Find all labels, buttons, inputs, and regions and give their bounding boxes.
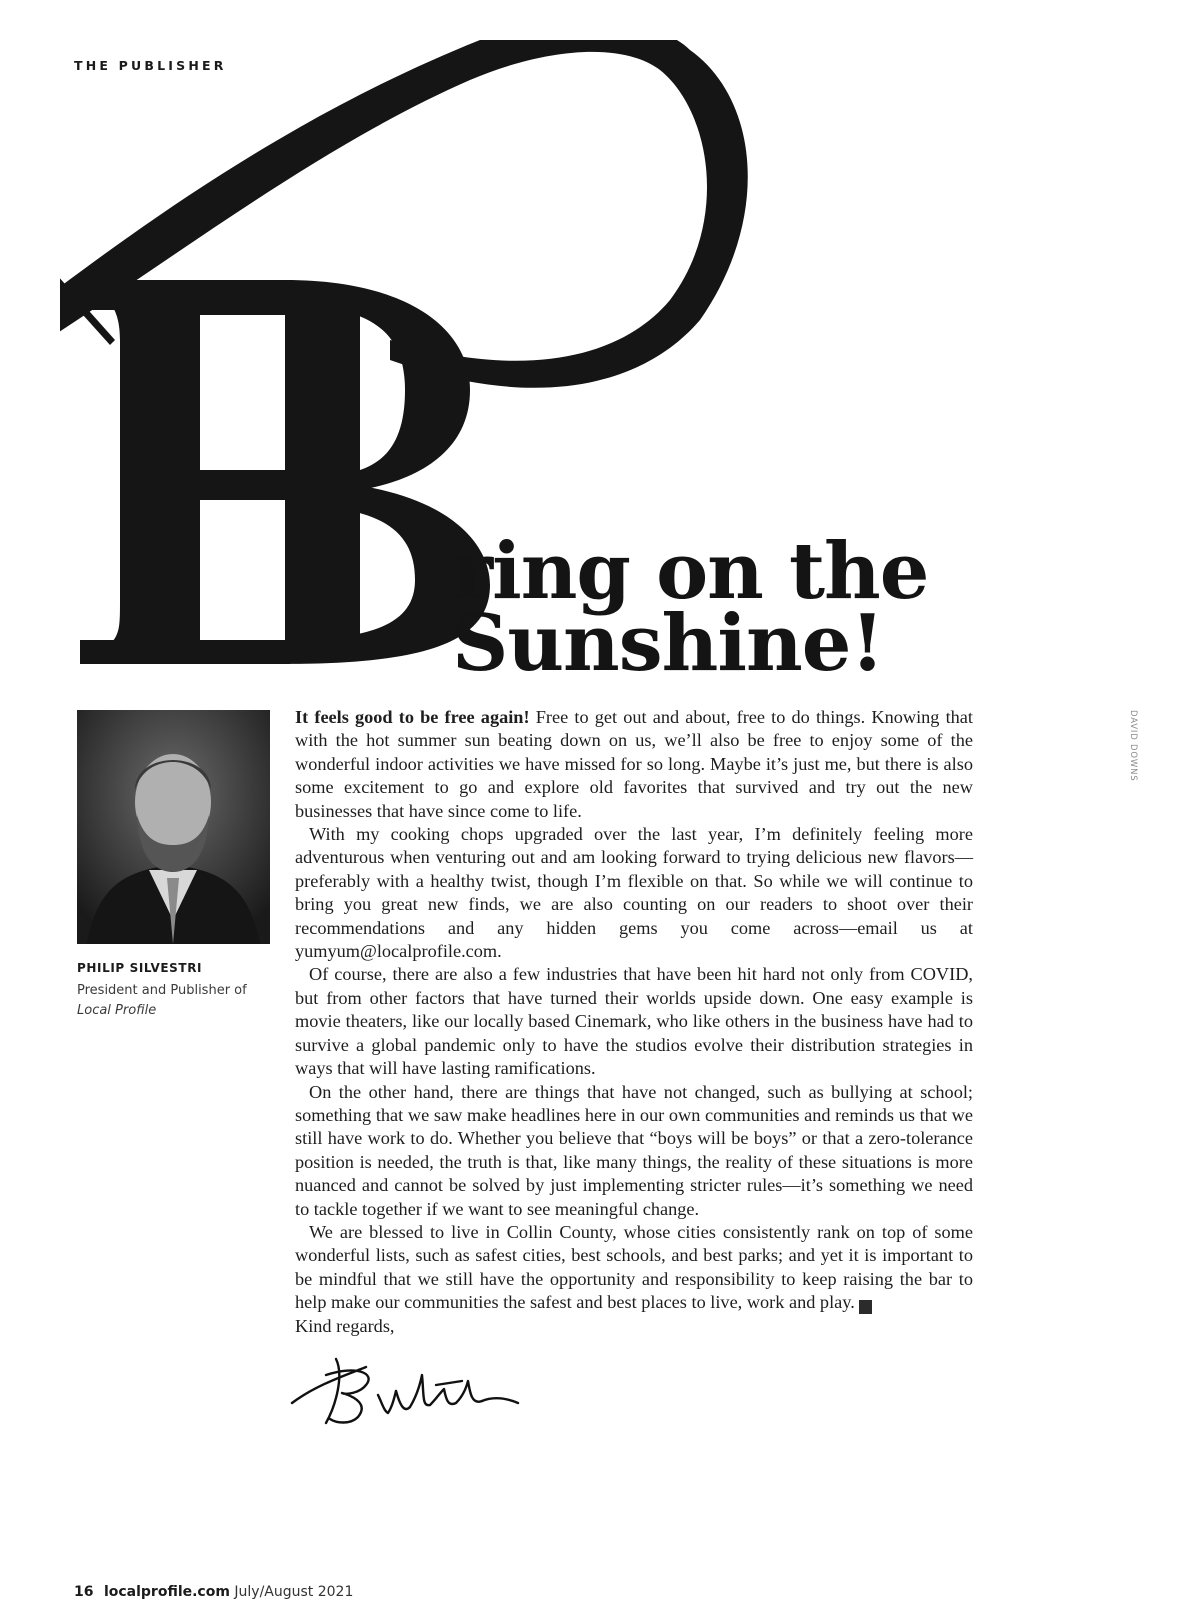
headline-line-2: Sunshine!: [452, 598, 884, 689]
paragraph-4: On the other hand, there are things that have not changed, such as bullying at school; something that we saw make headlines here in our own communities and reminds us that we still have work to do. Whether you believe that “boys will be boys” or that a zero-tolerance position is needed, the truth is that, like many things, the reality of these situations is more nuanced and cannot be solved by just implementing stricter rules—it’s something we need to tackle together if we want to see meaningful change.: [295, 1081, 973, 1219]
headline-line-1: ring on the: [452, 526, 929, 617]
article-body: [295, 706, 973, 1315]
site-name: localprofile.com: [103, 1584, 230, 1600]
issue-date: July/August 2021: [234, 1584, 354, 1600]
author-role: [77, 981, 277, 1021]
end-mark-icon: L: [859, 1300, 872, 1314]
page-number: 16: [74, 1584, 94, 1600]
author-photo: [77, 710, 270, 944]
paragraph-2: With my cooking chops upgraded over the last year, I’m definitely feeling more adventurous when venturing out and am looking forward to trying delicious new flavors—preferably with a healthy twist, though I’m flexible on that. So while we will continue to bring you great new finds, we are also counting on our readers to shoot over their recommendations and any hidden gems you come across—email us at yumyum@localprofile.com.: [295, 824, 973, 962]
author-title: President and Publisher of: [77, 983, 247, 998]
photo-credit: DAVID DOWNS: [1128, 710, 1138, 782]
paragraph-3: Of course, there are also a few industries that have been hit hard not only from COVID, but from other factors that have turned their worlds upside down. One easy example is movie theaters, like our locally based Cinemark, who like others in the business have had to survive a global pandemic only to have the studios evolve their distribution strategies in ways that will have lasting ramifications.: [295, 964, 973, 1079]
closing: Kind regards,: [295, 1316, 395, 1336]
paragraph-5-text: We are blessed to live in Collin County, whose cities consistently rank on top of some wonderful lists, such as safest cities, best schools, and best parks; and yet it is important to be mindful that we still have the opportunity and responsibility to keep raising the bar to help make our communities the safest and best places to live, work and play.: [295, 1221, 973, 1313]
paragraph-1: [295, 706, 973, 823]
paragraph-5: [295, 1221, 973, 1315]
headline: [452, 526, 929, 689]
page-footer: [74, 1584, 353, 1600]
author-publication: Local Profile: [77, 1003, 157, 1018]
paragraph-1-text: Free to get out and about, free to do things. Knowing that with the hot summer sun beating down on us, we’ll also be free to enjoy some of the wonderful indoor activities we have missed for so long. Maybe it’s just me, but there is also some excitement to go and explore old favorites that survived and try out the new businesses that have since come to life.: [295, 707, 973, 821]
signature-image: [286, 1345, 526, 1435]
author-name: PHILIP SILVESTRI: [77, 961, 203, 975]
lead-in: It feels good to be free again!: [295, 707, 530, 727]
section-label: THE PUBLISHER: [74, 58, 227, 73]
